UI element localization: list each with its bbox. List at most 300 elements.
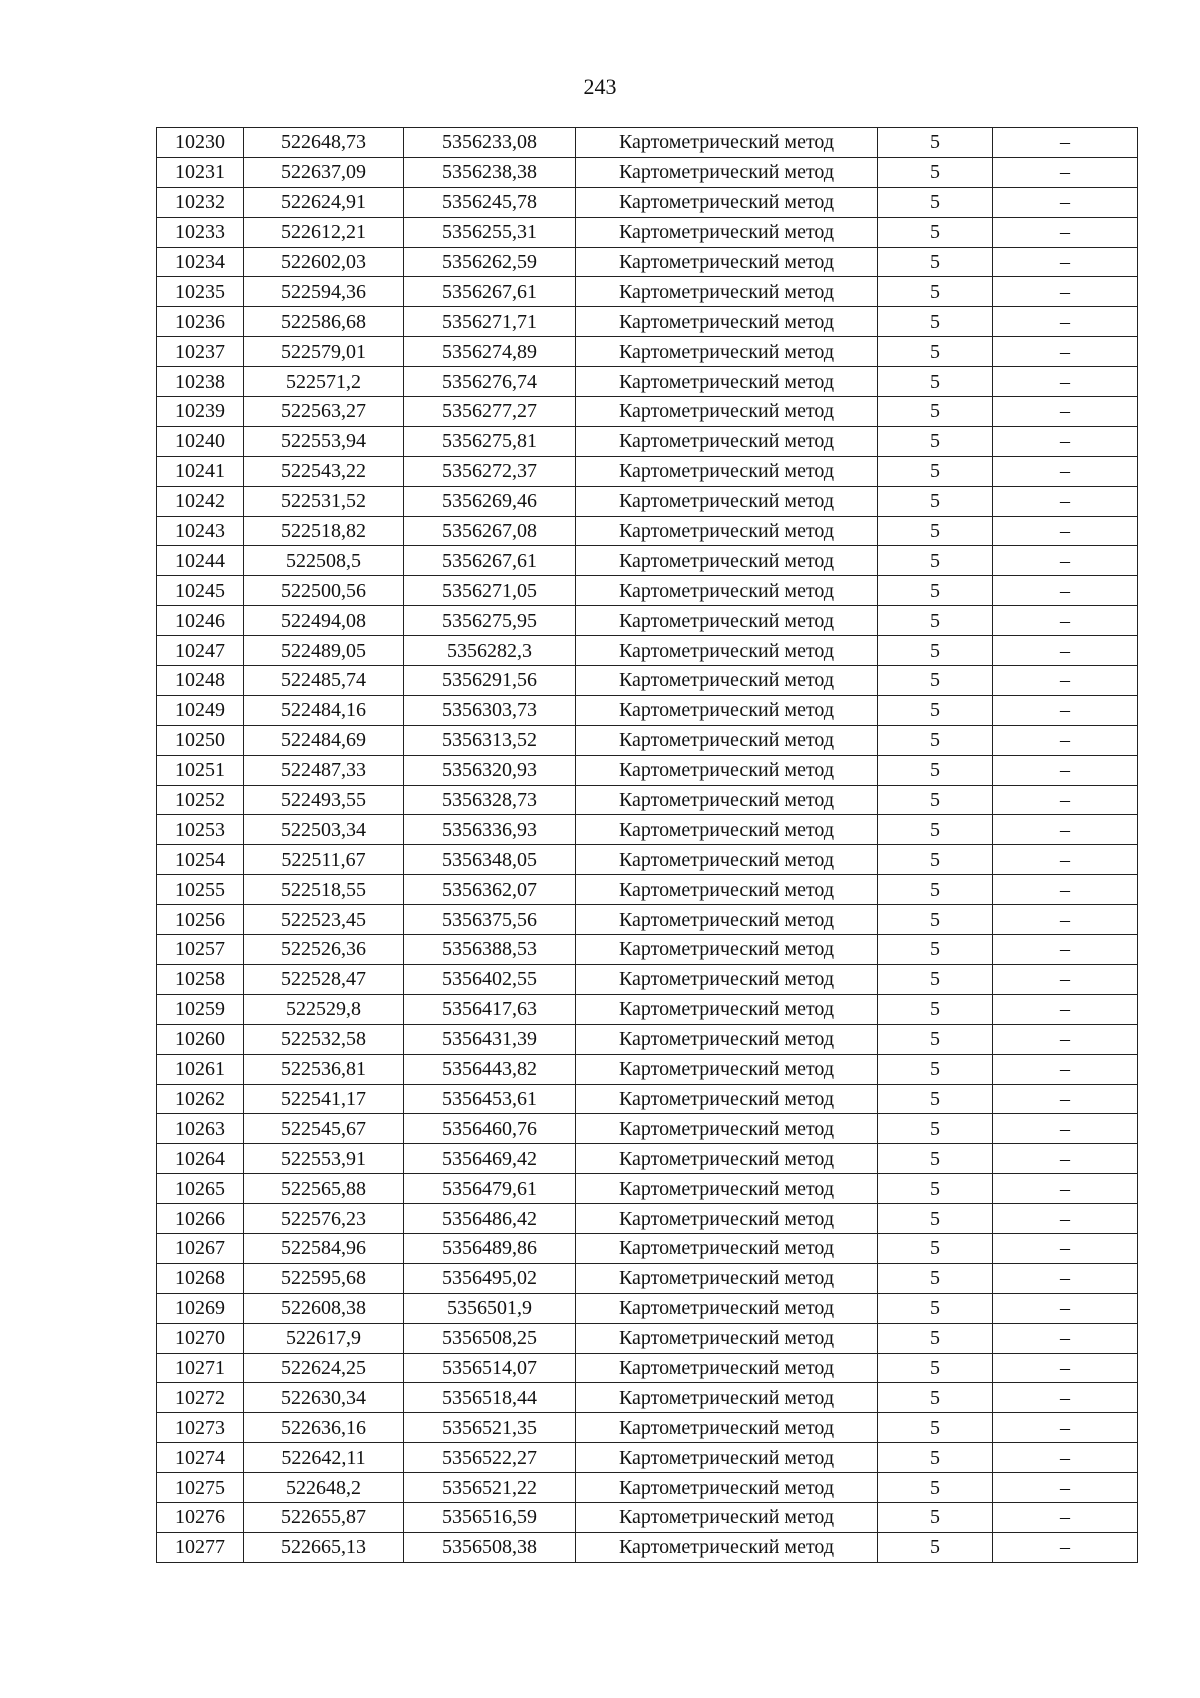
accuracy-cell: 5: [878, 217, 993, 247]
table-row: [157, 217, 1138, 247]
method-cell: Картометрический метод: [576, 815, 878, 845]
description-cell: –: [993, 845, 1138, 875]
accuracy-cell: 5: [878, 785, 993, 815]
description-cell: –: [993, 964, 1138, 994]
point-number-cell: 10243: [157, 516, 244, 546]
point-number-cell: 10271: [157, 1353, 244, 1383]
table-row: [157, 1263, 1138, 1293]
table-row: [157, 1323, 1138, 1353]
method-cell: Картометрический метод: [576, 1383, 878, 1413]
x-coordinate-cell: 522624,91: [244, 187, 404, 217]
x-coordinate-cell: 522586,68: [244, 307, 404, 337]
description-cell: –: [993, 994, 1138, 1024]
point-number-cell: 10272: [157, 1383, 244, 1413]
x-coordinate-cell: 522553,91: [244, 1144, 404, 1174]
description-cell: –: [993, 1263, 1138, 1293]
x-coordinate-cell: 522608,38: [244, 1293, 404, 1323]
table-row: [157, 486, 1138, 516]
method-cell: Картометрический метод: [576, 426, 878, 456]
description-cell: –: [993, 546, 1138, 576]
description-cell: –: [993, 217, 1138, 247]
y-coordinate-cell: 5356245,78: [404, 187, 576, 217]
accuracy-cell: 5: [878, 1293, 993, 1323]
y-coordinate-cell: 5356489,86: [404, 1233, 576, 1263]
table-row: [157, 1144, 1138, 1174]
point-number-cell: 10245: [157, 576, 244, 606]
accuracy-cell: 5: [878, 606, 993, 636]
description-cell: –: [993, 128, 1138, 158]
y-coordinate-cell: 5356348,05: [404, 845, 576, 875]
accuracy-cell: 5: [878, 1114, 993, 1144]
accuracy-cell: 5: [878, 905, 993, 935]
table-row: [157, 1114, 1138, 1144]
point-number-cell: 10259: [157, 994, 244, 1024]
table-row: [157, 606, 1138, 636]
description-cell: –: [993, 1323, 1138, 1353]
accuracy-cell: 5: [878, 1024, 993, 1054]
point-number-cell: 10230: [157, 128, 244, 158]
x-coordinate-cell: 522518,55: [244, 875, 404, 905]
table-row: [157, 397, 1138, 427]
accuracy-cell: 5: [878, 1263, 993, 1293]
description-cell: –: [993, 367, 1138, 397]
accuracy-cell: 5: [878, 1532, 993, 1562]
coordinates-table-body: [157, 128, 1138, 1563]
table-row: [157, 755, 1138, 785]
method-cell: Картометрический метод: [576, 1114, 878, 1144]
accuracy-cell: 5: [878, 666, 993, 696]
table-row: [157, 1383, 1138, 1413]
method-cell: Картометрический метод: [576, 187, 878, 217]
y-coordinate-cell: 5356495,02: [404, 1263, 576, 1293]
description-cell: –: [993, 486, 1138, 516]
method-cell: Картометрический метод: [576, 1054, 878, 1084]
method-cell: Картометрический метод: [576, 1084, 878, 1114]
accuracy-cell: 5: [878, 1383, 993, 1413]
point-number-cell: 10239: [157, 397, 244, 427]
method-cell: Картометрический метод: [576, 1144, 878, 1174]
description-cell: –: [993, 187, 1138, 217]
method-cell: Картометрический метод: [576, 307, 878, 337]
description-cell: –: [993, 1383, 1138, 1413]
x-coordinate-cell: 522508,5: [244, 546, 404, 576]
method-cell: Картометрический метод: [576, 1174, 878, 1204]
method-cell: Картометрический метод: [576, 217, 878, 247]
point-number-cell: 10237: [157, 337, 244, 367]
accuracy-cell: 5: [878, 1204, 993, 1234]
description-cell: –: [993, 666, 1138, 696]
y-coordinate-cell: 5356388,53: [404, 935, 576, 965]
description-cell: –: [993, 307, 1138, 337]
point-number-cell: 10275: [157, 1473, 244, 1503]
point-number-cell: 10260: [157, 1024, 244, 1054]
point-number-cell: 10233: [157, 217, 244, 247]
point-number-cell: 10241: [157, 456, 244, 486]
accuracy-cell: 5: [878, 546, 993, 576]
description-cell: –: [993, 636, 1138, 666]
y-coordinate-cell: 5356275,81: [404, 426, 576, 456]
accuracy-cell: 5: [878, 426, 993, 456]
y-coordinate-cell: 5356521,22: [404, 1473, 576, 1503]
point-number-cell: 10253: [157, 815, 244, 845]
x-coordinate-cell: 522595,68: [244, 1263, 404, 1293]
point-number-cell: 10242: [157, 486, 244, 516]
table-row: [157, 516, 1138, 546]
method-cell: Картометрический метод: [576, 785, 878, 815]
y-coordinate-cell: 5356313,52: [404, 725, 576, 755]
table-row: [157, 1532, 1138, 1562]
y-coordinate-cell: 5356272,37: [404, 456, 576, 486]
x-coordinate-cell: 522636,16: [244, 1413, 404, 1443]
point-number-cell: 10247: [157, 636, 244, 666]
table-row: [157, 456, 1138, 486]
x-coordinate-cell: 522594,36: [244, 277, 404, 307]
table-row: [157, 1174, 1138, 1204]
method-cell: Картометрический метод: [576, 1443, 878, 1473]
description-cell: –: [993, 1532, 1138, 1562]
y-coordinate-cell: 5356443,82: [404, 1054, 576, 1084]
accuracy-cell: 5: [878, 247, 993, 277]
accuracy-cell: 5: [878, 516, 993, 546]
method-cell: Картометрический метод: [576, 1323, 878, 1353]
accuracy-cell: 5: [878, 815, 993, 845]
x-coordinate-cell: 522529,8: [244, 994, 404, 1024]
method-cell: Картометрический метод: [576, 935, 878, 965]
point-number-cell: 10269: [157, 1293, 244, 1323]
y-coordinate-cell: 5356508,38: [404, 1532, 576, 1562]
point-number-cell: 10235: [157, 277, 244, 307]
x-coordinate-cell: 522563,27: [244, 397, 404, 427]
y-coordinate-cell: 5356522,27: [404, 1443, 576, 1473]
method-cell: Картометрический метод: [576, 486, 878, 516]
description-cell: –: [993, 426, 1138, 456]
table-row: [157, 905, 1138, 935]
point-number-cell: 10264: [157, 1144, 244, 1174]
table-row: [157, 367, 1138, 397]
description-cell: –: [993, 576, 1138, 606]
point-number-cell: 10270: [157, 1323, 244, 1353]
point-number-cell: 10255: [157, 875, 244, 905]
accuracy-cell: 5: [878, 367, 993, 397]
description-cell: –: [993, 247, 1138, 277]
coordinates-table: [156, 127, 1138, 1563]
method-cell: Картометрический метод: [576, 1263, 878, 1293]
method-cell: Картометрический метод: [576, 1502, 878, 1532]
x-coordinate-cell: 522526,36: [244, 935, 404, 965]
accuracy-cell: 5: [878, 1054, 993, 1084]
table-row: [157, 636, 1138, 666]
description-cell: –: [993, 1233, 1138, 1263]
description-cell: –: [993, 875, 1138, 905]
point-number-cell: 10246: [157, 606, 244, 636]
table-row: [157, 1443, 1138, 1473]
x-coordinate-cell: 522528,47: [244, 964, 404, 994]
description-cell: –: [993, 1443, 1138, 1473]
table-row: [157, 307, 1138, 337]
method-cell: Картометрический метод: [576, 1233, 878, 1263]
point-number-cell: 10261: [157, 1054, 244, 1084]
method-cell: Картометрический метод: [576, 576, 878, 606]
accuracy-cell: 5: [878, 1174, 993, 1204]
point-number-cell: 10273: [157, 1413, 244, 1443]
accuracy-cell: 5: [878, 1323, 993, 1353]
y-coordinate-cell: 5356521,35: [404, 1413, 576, 1443]
accuracy-cell: 5: [878, 1233, 993, 1263]
point-number-cell: 10251: [157, 755, 244, 785]
description-cell: –: [993, 1054, 1138, 1084]
x-coordinate-cell: 522493,55: [244, 785, 404, 815]
method-cell: Картометрический метод: [576, 247, 878, 277]
accuracy-cell: 5: [878, 964, 993, 994]
method-cell: Картометрический метод: [576, 128, 878, 158]
y-coordinate-cell: 5356271,05: [404, 576, 576, 606]
y-coordinate-cell: 5356375,56: [404, 905, 576, 935]
table-row: [157, 1024, 1138, 1054]
table-row: [157, 277, 1138, 307]
x-coordinate-cell: 522612,21: [244, 217, 404, 247]
table-row: [157, 546, 1138, 576]
table-row: [157, 1293, 1138, 1323]
accuracy-cell: 5: [878, 1413, 993, 1443]
table-row: [157, 157, 1138, 187]
description-cell: –: [993, 516, 1138, 546]
description-cell: –: [993, 337, 1138, 367]
method-cell: Картометрический метод: [576, 755, 878, 785]
point-number-cell: 10267: [157, 1233, 244, 1263]
method-cell: Картометрический метод: [576, 1473, 878, 1503]
table-row: [157, 875, 1138, 905]
x-coordinate-cell: 522584,96: [244, 1233, 404, 1263]
x-coordinate-cell: 522532,58: [244, 1024, 404, 1054]
point-number-cell: 10268: [157, 1263, 244, 1293]
table-row: [157, 187, 1138, 217]
y-coordinate-cell: 5356501,9: [404, 1293, 576, 1323]
method-cell: Картометрический метод: [576, 157, 878, 187]
accuracy-cell: 5: [878, 1502, 993, 1532]
x-coordinate-cell: 522543,22: [244, 456, 404, 486]
accuracy-cell: 5: [878, 157, 993, 187]
accuracy-cell: 5: [878, 636, 993, 666]
y-coordinate-cell: 5356486,42: [404, 1204, 576, 1234]
description-cell: –: [993, 695, 1138, 725]
y-coordinate-cell: 5356328,73: [404, 785, 576, 815]
method-cell: Картометрический метод: [576, 546, 878, 576]
method-cell: Картометрический метод: [576, 1024, 878, 1054]
point-number-cell: 10276: [157, 1502, 244, 1532]
description-cell: –: [993, 725, 1138, 755]
x-coordinate-cell: 522545,67: [244, 1114, 404, 1144]
method-cell: Картометрический метод: [576, 1532, 878, 1562]
table-row: [157, 815, 1138, 845]
accuracy-cell: 5: [878, 875, 993, 905]
point-number-cell: 10238: [157, 367, 244, 397]
y-coordinate-cell: 5356267,08: [404, 516, 576, 546]
x-coordinate-cell: 522494,08: [244, 606, 404, 636]
y-coordinate-cell: 5356417,63: [404, 994, 576, 1024]
y-coordinate-cell: 5356516,59: [404, 1502, 576, 1532]
accuracy-cell: 5: [878, 187, 993, 217]
method-cell: Картометрический метод: [576, 875, 878, 905]
method-cell: Картометрический метод: [576, 1353, 878, 1383]
x-coordinate-cell: 522637,09: [244, 157, 404, 187]
x-coordinate-cell: 522523,45: [244, 905, 404, 935]
description-cell: –: [993, 1084, 1138, 1114]
point-number-cell: 10231: [157, 157, 244, 187]
description-cell: –: [993, 456, 1138, 486]
y-coordinate-cell: 5356336,93: [404, 815, 576, 845]
method-cell: Картометрический метод: [576, 1204, 878, 1234]
method-cell: Картометрический метод: [576, 1293, 878, 1323]
table-row: [157, 1473, 1138, 1503]
table-row: [157, 845, 1138, 875]
x-coordinate-cell: 522511,67: [244, 845, 404, 875]
point-number-cell: 10277: [157, 1532, 244, 1562]
method-cell: Картометрический метод: [576, 905, 878, 935]
point-number-cell: 10248: [157, 666, 244, 696]
description-cell: –: [993, 157, 1138, 187]
x-coordinate-cell: 522536,81: [244, 1054, 404, 1084]
description-cell: –: [993, 1413, 1138, 1443]
x-coordinate-cell: 522484,16: [244, 695, 404, 725]
table-row: [157, 964, 1138, 994]
table-row: [157, 666, 1138, 696]
accuracy-cell: 5: [878, 935, 993, 965]
y-coordinate-cell: 5356262,59: [404, 247, 576, 277]
y-coordinate-cell: 5356320,93: [404, 755, 576, 785]
y-coordinate-cell: 5356277,27: [404, 397, 576, 427]
y-coordinate-cell: 5356303,73: [404, 695, 576, 725]
point-number-cell: 10262: [157, 1084, 244, 1114]
table-row: [157, 994, 1138, 1024]
method-cell: Картометрический метод: [576, 606, 878, 636]
method-cell: Картометрический метод: [576, 277, 878, 307]
accuracy-cell: 5: [878, 576, 993, 606]
x-coordinate-cell: 522503,34: [244, 815, 404, 845]
y-coordinate-cell: 5356362,07: [404, 875, 576, 905]
table-row: [157, 1233, 1138, 1263]
x-coordinate-cell: 522518,82: [244, 516, 404, 546]
x-coordinate-cell: 522655,87: [244, 1502, 404, 1532]
x-coordinate-cell: 522624,25: [244, 1353, 404, 1383]
y-coordinate-cell: 5356267,61: [404, 277, 576, 307]
accuracy-cell: 5: [878, 1084, 993, 1114]
point-number-cell: 10232: [157, 187, 244, 217]
page-number: 243: [583, 74, 617, 99]
accuracy-cell: 5: [878, 725, 993, 755]
x-coordinate-cell: 522484,69: [244, 725, 404, 755]
accuracy-cell: 5: [878, 994, 993, 1024]
x-coordinate-cell: 522642,11: [244, 1443, 404, 1473]
description-cell: –: [993, 1174, 1138, 1204]
x-coordinate-cell: 522541,17: [244, 1084, 404, 1114]
point-number-cell: 10236: [157, 307, 244, 337]
description-cell: –: [993, 1473, 1138, 1503]
point-number-cell: 10240: [157, 426, 244, 456]
description-cell: –: [993, 1502, 1138, 1532]
point-number-cell: 10254: [157, 845, 244, 875]
y-coordinate-cell: 5356238,38: [404, 157, 576, 187]
accuracy-cell: 5: [878, 486, 993, 516]
table-row: [157, 576, 1138, 606]
point-number-cell: 10257: [157, 935, 244, 965]
table-row: [157, 247, 1138, 277]
description-cell: –: [993, 935, 1138, 965]
method-cell: Картометрический метод: [576, 666, 878, 696]
table-row: [157, 935, 1138, 965]
x-coordinate-cell: 522648,73: [244, 128, 404, 158]
method-cell: Картометрический метод: [576, 964, 878, 994]
description-cell: –: [993, 1353, 1138, 1383]
description-cell: –: [993, 815, 1138, 845]
point-number-cell: 10252: [157, 785, 244, 815]
x-coordinate-cell: 522665,13: [244, 1532, 404, 1562]
x-coordinate-cell: 522579,01: [244, 337, 404, 367]
description-cell: –: [993, 785, 1138, 815]
accuracy-cell: 5: [878, 397, 993, 427]
description-cell: –: [993, 1144, 1138, 1174]
method-cell: Картометрический метод: [576, 367, 878, 397]
y-coordinate-cell: 5356479,61: [404, 1174, 576, 1204]
point-number-cell: 10249: [157, 695, 244, 725]
accuracy-cell: 5: [878, 456, 993, 486]
y-coordinate-cell: 5356469,42: [404, 1144, 576, 1174]
point-number-cell: 10244: [157, 546, 244, 576]
x-coordinate-cell: 522487,33: [244, 755, 404, 785]
table-row: [157, 426, 1138, 456]
table-row: [157, 1204, 1138, 1234]
x-coordinate-cell: 522576,23: [244, 1204, 404, 1234]
x-coordinate-cell: 522617,9: [244, 1323, 404, 1353]
accuracy-cell: 5: [878, 1144, 993, 1174]
point-number-cell: 10263: [157, 1114, 244, 1144]
point-number-cell: 10274: [157, 1443, 244, 1473]
x-coordinate-cell: 522553,94: [244, 426, 404, 456]
x-coordinate-cell: 522489,05: [244, 636, 404, 666]
point-number-cell: 10258: [157, 964, 244, 994]
y-coordinate-cell: 5356402,55: [404, 964, 576, 994]
table-row: [157, 725, 1138, 755]
accuracy-cell: 5: [878, 1353, 993, 1383]
point-number-cell: 10250: [157, 725, 244, 755]
method-cell: Картометрический метод: [576, 337, 878, 367]
accuracy-cell: 5: [878, 128, 993, 158]
y-coordinate-cell: 5356460,76: [404, 1114, 576, 1144]
x-coordinate-cell: 522565,88: [244, 1174, 404, 1204]
y-coordinate-cell: 5356508,25: [404, 1323, 576, 1353]
table-row: [157, 128, 1138, 158]
accuracy-cell: 5: [878, 1443, 993, 1473]
y-coordinate-cell: 5356275,95: [404, 606, 576, 636]
table-row: [157, 337, 1138, 367]
method-cell: Картометрический метод: [576, 725, 878, 755]
y-coordinate-cell: 5356282,3: [404, 636, 576, 666]
accuracy-cell: 5: [878, 307, 993, 337]
method-cell: Картометрический метод: [576, 516, 878, 546]
accuracy-cell: 5: [878, 755, 993, 785]
x-coordinate-cell: 522500,56: [244, 576, 404, 606]
accuracy-cell: 5: [878, 695, 993, 725]
method-cell: Картометрический метод: [576, 397, 878, 427]
y-coordinate-cell: 5356453,61: [404, 1084, 576, 1114]
table-row: [157, 1413, 1138, 1443]
x-coordinate-cell: 522531,52: [244, 486, 404, 516]
accuracy-cell: 5: [878, 845, 993, 875]
y-coordinate-cell: 5356267,61: [404, 546, 576, 576]
description-cell: –: [993, 606, 1138, 636]
point-number-cell: 10256: [157, 905, 244, 935]
description-cell: –: [993, 905, 1138, 935]
accuracy-cell: 5: [878, 1473, 993, 1503]
